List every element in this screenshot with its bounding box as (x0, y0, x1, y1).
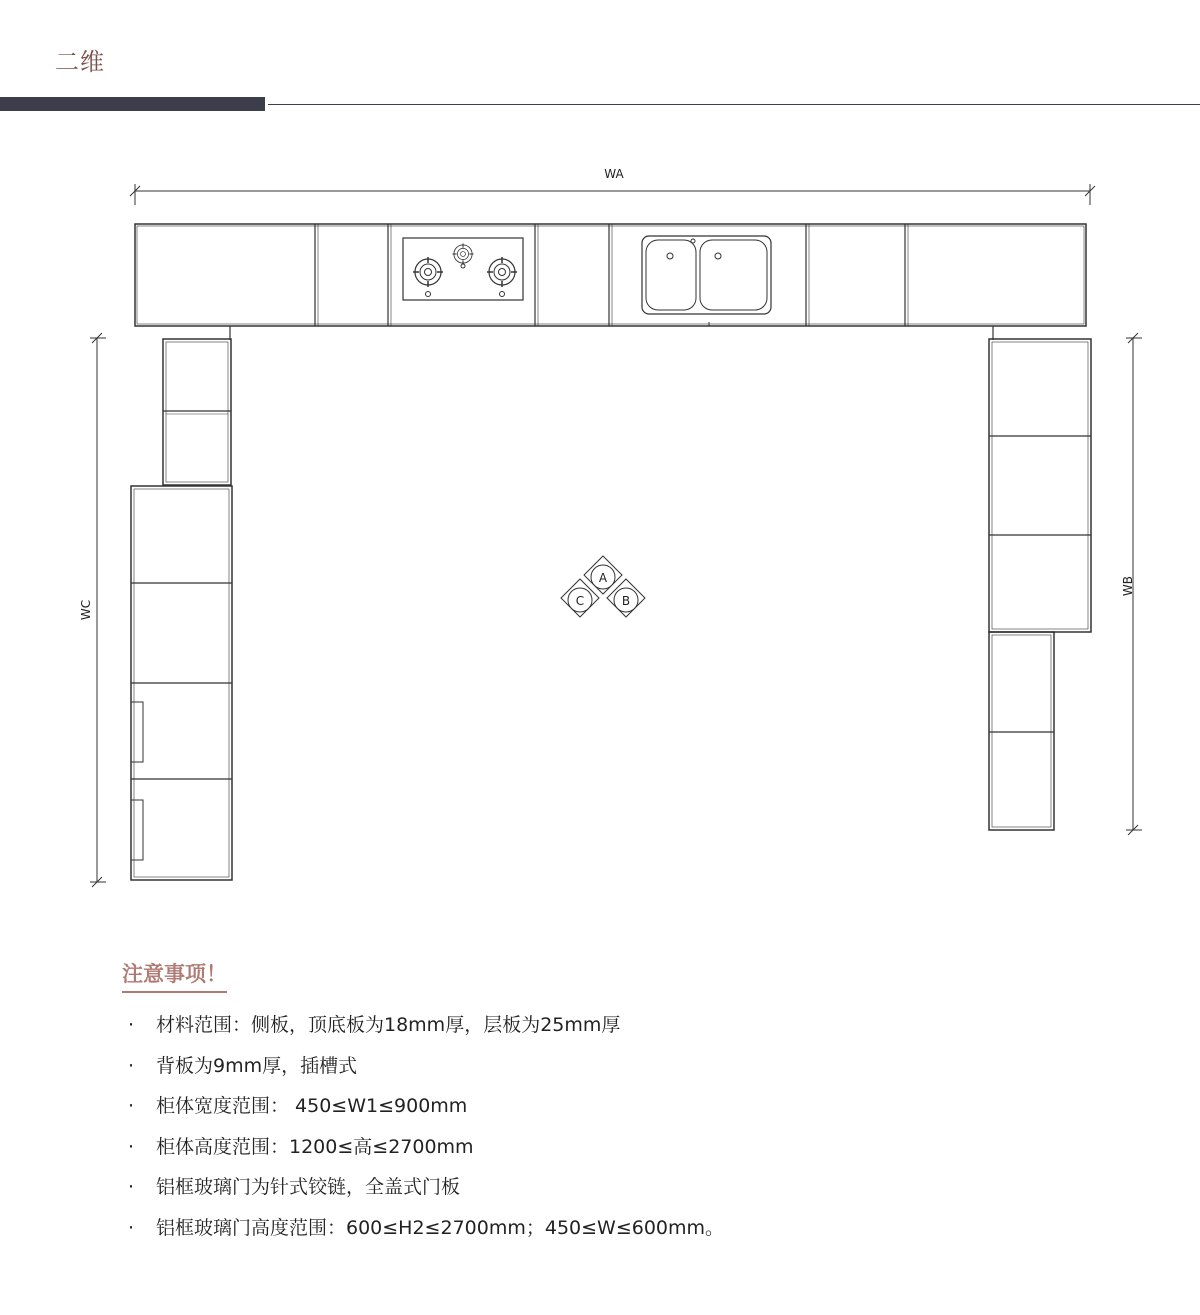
note-text: 铝框玻璃门高度范围：600≤H2≤2700mm；450≤W≤600mm。 (156, 1216, 725, 1239)
list-item (122, 1167, 1022, 1208)
list-item (122, 1127, 1022, 1168)
note-text: 柜体高度范围：1200≤高≤2700mm (156, 1135, 474, 1158)
notes-list (122, 1005, 1022, 1248)
bullet: · (128, 1014, 135, 1036)
view-marker-b: B (621, 594, 631, 608)
view-marker-a: A (598, 571, 608, 585)
bullet: · (128, 1054, 135, 1077)
header-divider (268, 104, 1200, 105)
list-item (122, 1046, 1022, 1087)
top-cabinet-run (135, 224, 1086, 326)
notes-heading: 注意事项！ (122, 958, 227, 993)
note-text: 材料范围：侧板，顶底板为18mm厚，层板为25mm厚 (156, 1014, 621, 1036)
dimension-wa (130, 184, 1095, 205)
floor-plan-diagram (0, 150, 1200, 910)
note-text: 背板为9mm厚，插槽式 (156, 1054, 358, 1077)
double-sink (642, 236, 771, 326)
bullet: · (128, 1095, 135, 1117)
right-cabinet-run (989, 326, 1091, 830)
view-direction-marker (561, 556, 645, 617)
view-marker-c: C (575, 594, 585, 608)
note-text: 柜体宽度范围： 450≤W1≤900mm (156, 1095, 468, 1117)
dimension-label-wc: WC (79, 599, 93, 621)
dimension-label-wb: WB (1121, 575, 1135, 597)
list-item (122, 1086, 1022, 1127)
bullet: · (128, 1216, 135, 1239)
bullet: · (128, 1135, 135, 1158)
left-cabinet-run (131, 326, 232, 880)
bullet: · (128, 1176, 135, 1198)
list-item (122, 1208, 1022, 1249)
dimension-label-wa: WA (604, 167, 624, 181)
gas-hob (403, 238, 523, 300)
notes-section (122, 958, 1022, 1248)
note-text: 铝框玻璃门为针式铰链，全盖式门板 (156, 1176, 461, 1198)
page-title: 二维 (55, 48, 105, 76)
list-item (122, 1005, 1022, 1046)
header-accent-bar (0, 97, 265, 111)
